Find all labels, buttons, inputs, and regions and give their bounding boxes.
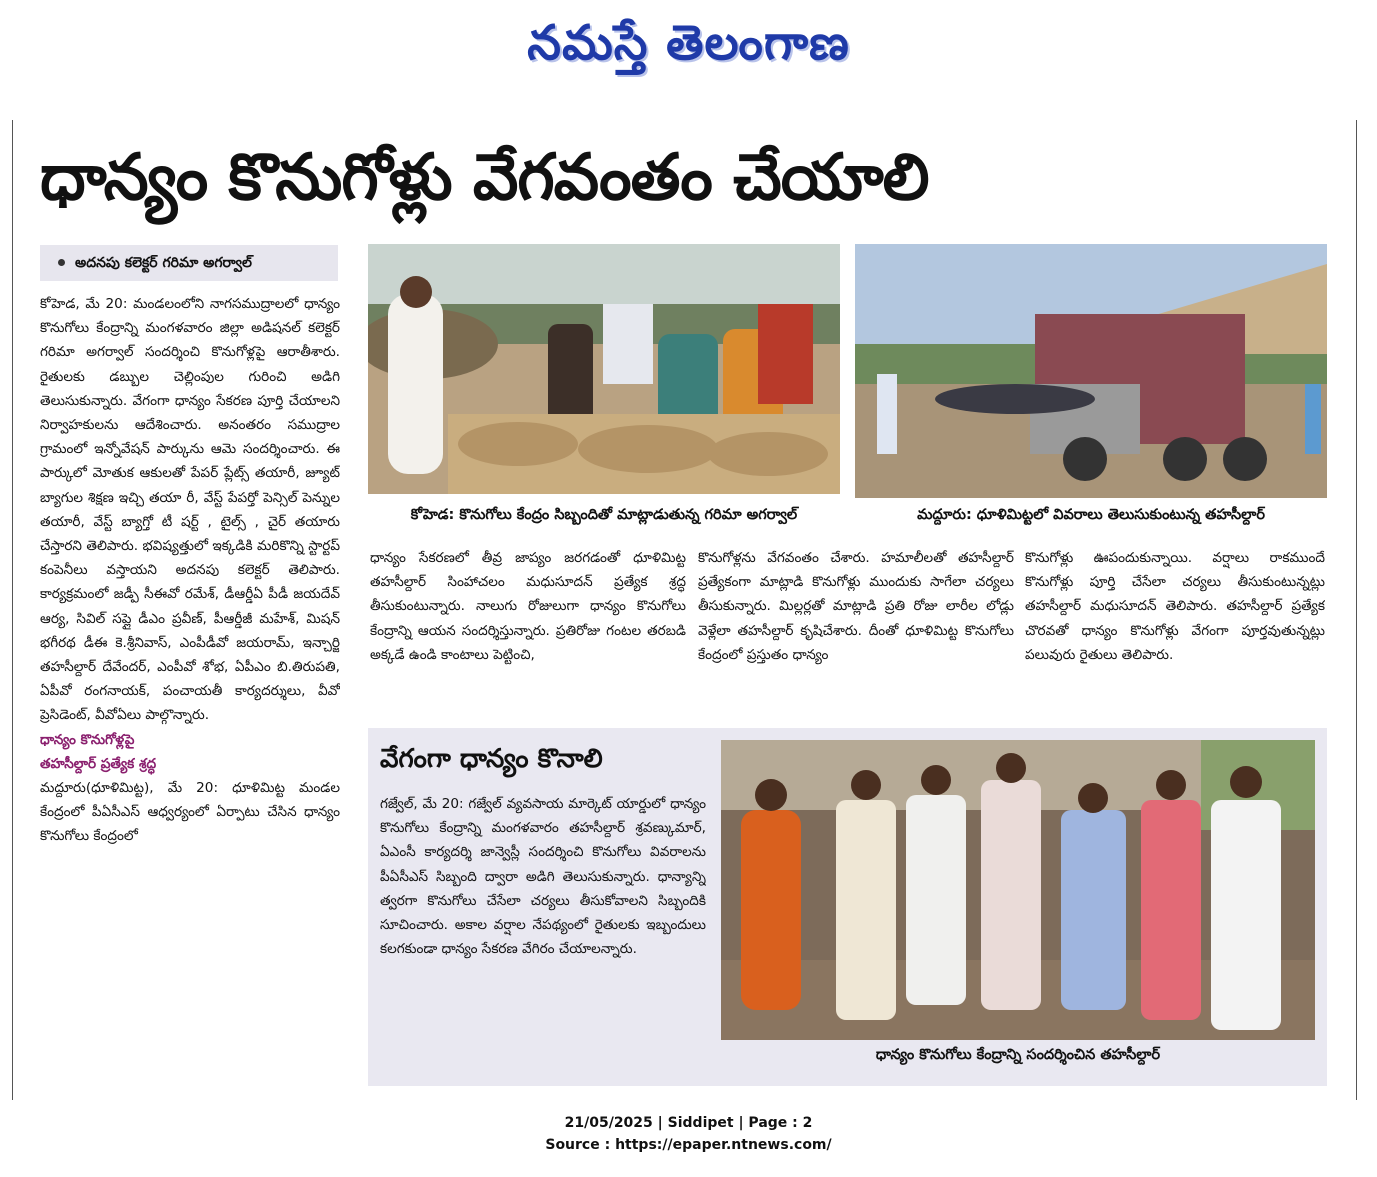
mid-col-3-text: కొనుగోళ్లు ఊపందుకున్నాయి. వర్షాలు రాకముందే కొనుగోళ్లు పూర్తి చేసేలా చర్యలు తీసుకుంటున్నట్లు తహసీల్దార్ మధుసూదన్ తెలిపారు. తహసీల్దార్ ప్రత్యేక చొరవతో ధాన్యం కొనుగోళ్లు వేగంగా పూర్తవుతున్నట్లు పలువురు రైతులు తెలిపారు.: [1025, 550, 1325, 663]
footer: [0, 1112, 1377, 1156]
byline-text: అదనపు కలెక్టర్ గరిమా అగర్వాల్: [75, 255, 252, 271]
middle-column-3: [1025, 546, 1325, 714]
box-photo-caption: ధాన్యం కొనుగోలు కేంద్రాన్ని సందర్శించిన తహసీల్దార్: [875, 1047, 1161, 1063]
photo-gajwel-officials: [721, 740, 1315, 1040]
footer-date-edition: 21/05/2025 | Siddipet | Page : 2: [564, 1115, 813, 1131]
left-para-2: మద్దూరు(ధూళిమిట్ట), మే 20: ధూళిమిట్ట మండల కేంద్రంలో పీఏసీఎస్ ఆధ్వర్యంలో ఏర్పాటు చేసిన ధాన్యం కొనుగోలు కేంద్రంలో: [40, 780, 340, 845]
left-column: [40, 292, 340, 1082]
subhead-1: ధాన్యం కొనుగోళ్లపై: [40, 731, 135, 748]
box-body-text: గజ్వేల్, మే 20: గజ్వేల్ వ్యవసాయ మార్కెట్ యార్డులో ధాన్యం కొనుగోలు కేంద్రాన్ని మంగళవారం తహసీల్దార్ శ్రవణ్కుమార్, ఏఎంసీ కార్యదర్శి జాన్వెస్లీ సందర్శించి కొనుగోలు వివరాలను పీఏసీఎస్ సిబ్బంది ద్వారా అడిగి తెలుసుకున్నారు. ధాన్యాన్ని త్వరగా కొనుగోలు చేసేలా చర్యలు తీసుకోవాలని సిబ్బందికి సూచించారు. అకాల వర్షాల నేపథ్యంలో రైతులకు ఇబ్బందులు కలగకుండా ధాన్యం సేకరణ వేగిరం చేయాలన్నారు.: [380, 796, 706, 958]
middle-column-2: [698, 546, 1014, 714]
photo1-caption: కోహెడ: కొనుగోలు కేంద్రం సిబ్బందితో మాట్లాడుతున్న గరిమా అగర్వాల్: [410, 507, 798, 523]
footer-source: Source : https://epaper.ntnews.com/: [545, 1137, 832, 1153]
middle-column-1: [370, 546, 686, 714]
photo-kohed-inspection: [368, 244, 840, 494]
photo2-caption: మద్దూరు: ధూళిమిట్టలో వివరాలు తెలుసుకుంటున్న తహసీల్దార్: [917, 507, 1265, 523]
masthead: [0, 8, 1377, 78]
mid-col-2-text: కొనుగోళ్లను వేగవంతం చేశారు. హమాలీలతో తహసీల్దార్ ప్రత్యేకంగా మాట్లాడి కొనుగోళ్లు ముందుకు సాగేలా చర్యలు తీసుకున్నారు. మిల్లర్లతో మాట్లాడి ప్రతి రోజు లారీల లోడ్లు వెళ్లేలా తహసీల్దార్ కృషిచేశారు. దీంతో ధూళిమిట్ట కొనుగోలు కేంద్రంలో ప్రస్తుతం ధాన్యం: [698, 550, 1014, 663]
photo-maddur-lorry: [855, 244, 1327, 498]
headline: ధాన్యం కొనుగోళ్లు వేగవంతం చేయాలి: [40, 141, 929, 215]
box-body: [380, 792, 706, 1072]
bullet-icon: [58, 259, 65, 266]
newspaper-logo: నమస్తే తెలంగాణ: [527, 15, 850, 71]
box-title: వేగంగా ధాన్యం కొనాలి: [380, 744, 603, 774]
left-para-1: కోహెడ, మే 20: మండలంలోని నాగసముద్రాలలో ధాన్యం కొనుగోలు కేంద్రాన్ని మంగళవారం జిల్లా అడిషనల్ కలెక్టర్ గరిమా అగర్వాల్ సందర్శించి కొనుగోళ్లపై ఆరాతీశారు. రైతులకు డబ్బుల చెల్లింపుల గురించి అడిగి తెలుసుకున్నారు. వేగంగా ధాన్యం సేకరణ పూర్తి చేయాలని నిర్వాహకులను ఆదేశించారు. అనంతరం సముద్రాల గ్రామంలో ఇన్నోవేషన్ పార్కును ఆమె సందర్శించారు. ఈ పార్కులో మోతుక ఆకులతో పేపర్ ప్లేట్స్ తయారీ, జ్యూట్ బ్యాగుల శిక్షణ ఇచ్చి తయా రీ, వేస్ట్ పేపర్తో పెన్సిల్ పెన్నుల తయారీ, వేస్ట్ బ్యాగ్తో టీ షర్ట్ , టైల్స్ , చైర్ తయారు చేస్తారని తెలిపారు. భవిష్యత్తులో ఇక్కడికి మరికొన్ని స్టార్టప్ కంపెనీలు వస్తాయని అదనపు కలెక్టర్ తెలిపారు. కార్యక్రమంలో జడ్పీ సీఈవో రమేశ్, డీఆర్డీఏ పీడీ జయదేవ్ ఆర్య, సివిల్ సప్లై డీఎం ప్రవీణ్, పీఆర్డీజీ మహేశ్, మిషన్ భగీరథ డీఈ కె.శ్రీనివాస్, ఎంపీడీవో జయరామ్, ఇన్చార్జి తహసీల్దార్ దేవేందర్, ఎంపీవో శోభ, ఏపీఎం బి.తిరుపతి, ఏపీవో రంగనాయక్, పంచాయతీ కార్యదర్శులు, వీవో ప్రెసిడెంట్, వీవోఏలు పాల్గొన్నారు.: [40, 296, 340, 724]
byline: [40, 245, 338, 281]
mid-col-1-text: ధాన్యం సేకరణలో తీవ్ర జాప్యం జరగడంతో ధూళిమిట్ట తహసీల్దార్ సింహాచలం మధుసూదన్ ప్రత్యేక శ్రద్ధ తీసుకుంటున్నారు. నాలుగు రోజులుగా ధాన్యం కొనుగోలు కేంద్రాన్ని ఆయన సందర్శిస్తున్నారు. ప్రతిరోజు గంటల తరబడి అక్కడే ఉండి కాంటాలు పెట్టించి,: [370, 550, 686, 663]
subhead-2: తహసీల్దార్ ప్రత్యేక శ్రద్ధ: [40, 755, 157, 772]
